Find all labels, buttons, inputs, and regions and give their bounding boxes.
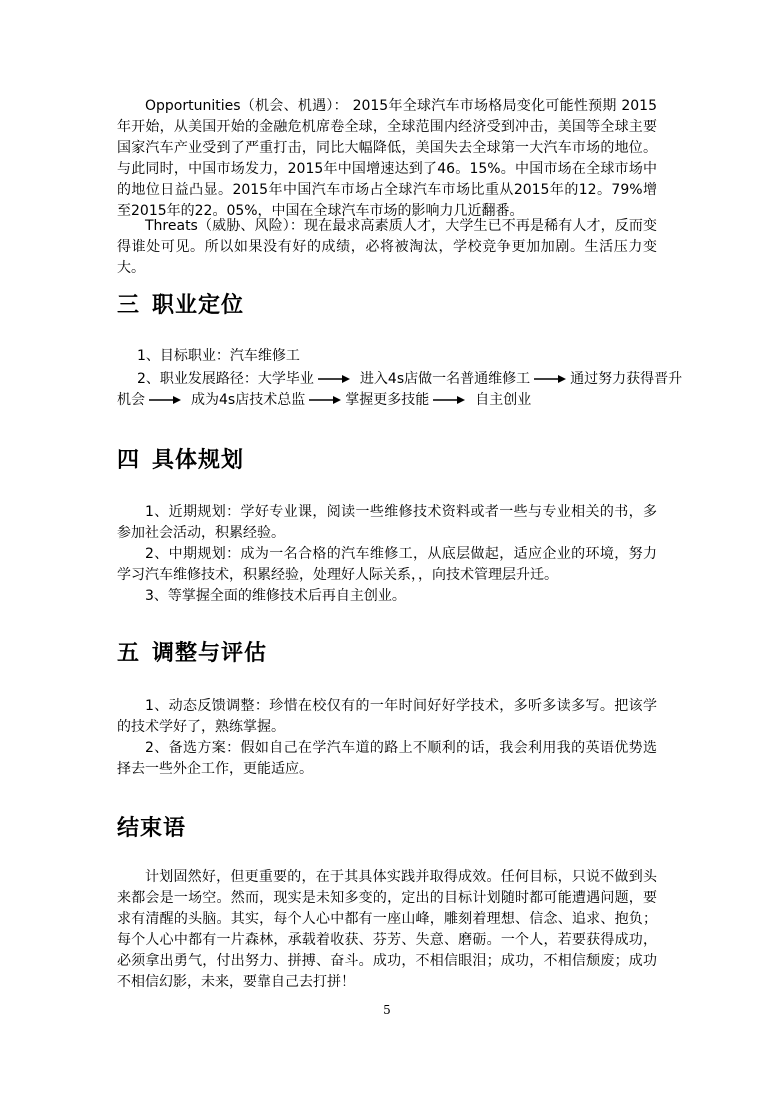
target-career-line: 1、目标职业：汽车维修工 [137,348,300,364]
section-number: 四 [117,448,141,473]
career-path-step: 掌握更多技能 [345,392,430,408]
section-title: 具体规划 [152,448,245,473]
right-arrow-icon [309,395,341,405]
conclusion-paragraph: 计划固然好，但更重要的，在于其具体实践并取得成效。任何目标，只说不做到头来都会是一场空。然而，现实是未知多变的，定出的目标计划随时都可能遭遇问题，要求有清醒的头脑。其实，每个人心中都有一座山峰，雕刻着理想、信念、追求、抱负；每个人心中都有一片森林，承载着收获、芬芳、失意、磨砺。一个人，若要获得成功，必须拿出勇气，付出努力、拼搏、奋斗。成功，不相信眼泪；成功，不相信颓废；成功不相信幻影，未来，要靠自己去打拼！ [117,869,657,990]
career-path-step: 机会 [117,392,145,408]
section-heading-specific-plan [117,443,244,474]
section-heading-career-positioning [117,288,244,319]
plan-item-short-term: 1、近期规划：学好专业课，阅读一些维修技术资料或者一些与专业相关的书，多参加社会活动，积累经验。 [117,504,657,541]
section-title: 调整与评估 [152,641,268,666]
career-path-step: 通过努力获得晋升 [570,371,683,387]
right-arrow-icon [149,395,181,405]
plan-item-mid-term: 2、中期规划：成为一名合格的汽车维修工，从底层做起，适应企业的环境，努力学习汽车维修技术，积累经验，处理好人际关系，，向技术管理层升迁。 [117,546,657,583]
career-path-step: 自主创业 [475,392,532,408]
opportunities-paragraph: Opportunities（机会、机遇）： 2015年全球汽车市场格局变化可能性预期 2015年开始，从美国开始的金融危机席卷全球，全球范围内经济受到冲击，美国等全球主要国家汽车产业受到了严重打击，同比大幅降低，美国失去全球第一大汽车市场的地位。与此同时，中国市场发力，2015年中国增速达到了46。15%。中国市场在全球市场中的地位日益凸显。2015年中国汽车市场占全球汽车市场比重从2015年的12。79%增至2015年的22。05%，中国在全球汽车市场的影响力几近翻番。 [117,98,657,219]
career-path-step: 进入4s店做一名普通维修工 [359,371,531,387]
section-heading-conclusion: 结束语 [117,816,187,841]
career-path-step: 大学毕业 [257,371,314,387]
threats-paragraph: Threats（威胁、风险）：现在最求高素质人才，大学生已不再是稀有人才，反而变得谁处可见。所以如果没有好的成绩，必将被淘汰，学校竞争更加加剧。生活压力变大。 [117,218,657,276]
right-arrow-icon [318,374,350,384]
section-heading-adjustment [117,636,267,667]
career-path-label: 2、职业发展路径： [137,371,258,387]
right-arrow-icon [433,395,465,405]
career-path-line-2 [117,390,531,411]
career-path-step: 成为4s店技术总监 [191,392,306,408]
section-title: 职业定位 [152,293,245,318]
section-number: 五 [117,641,141,666]
page-number: 5 [383,1003,391,1017]
adjustment-item-feedback: 1、动态反馈调整：珍惜在校仅有的一年时间好好学技术，多听多读多写。把该学的技术学好了，熟练掌握。 [117,698,657,735]
section-number: 三 [117,293,141,318]
right-arrow-icon [534,374,566,384]
career-path-line-1 [137,369,682,390]
adjustment-item-backup-plan: 2、备选方案：假如自己在学汽车道的路上不顺利的话，我会利用我的英语优势选择去一些外企工作，更能适应。 [117,740,657,777]
plan-item-long-term: 3、等掌握全面的维修技术后再自主创业。 [145,588,406,604]
